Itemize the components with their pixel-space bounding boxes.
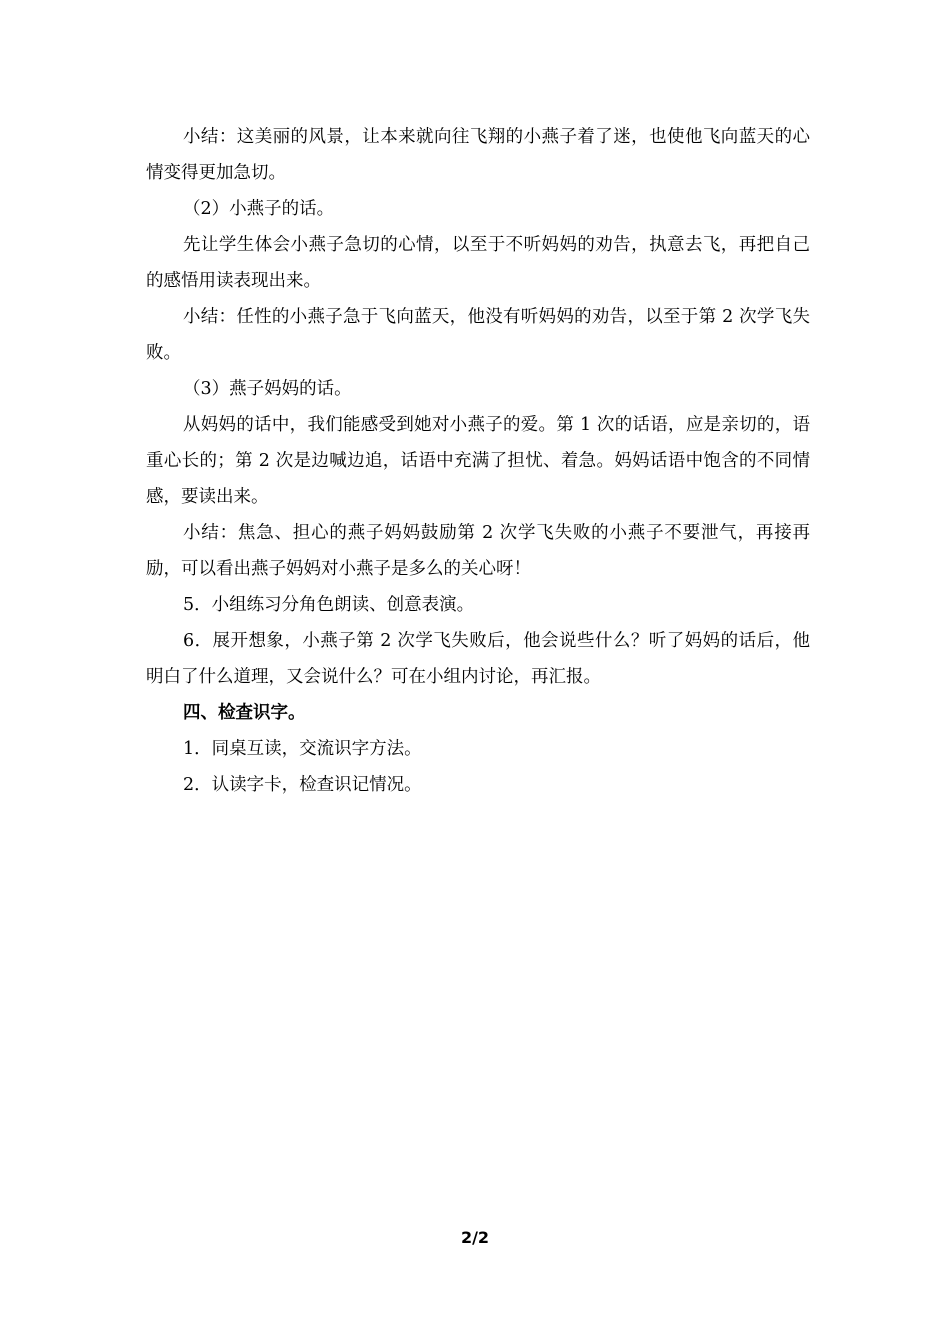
paragraph-step-6: 6．展开想象，小燕子第 2 次学飞失败后，他会说些什么？听了妈妈的话后，他明白了什么道理，又会说什么？可在小组内讨论，再汇报。	[146, 631, 810, 687]
paragraph-check-step-2: 2．认读字卡，检查识记情况。	[183, 775, 422, 795]
section-heading-check-characters: 四、检查识字。	[183, 703, 306, 723]
paragraph-subheading-mother-words: （3）燕子妈妈的话。	[183, 379, 352, 399]
paragraph-summary-scenery: 小结：这美丽的风景，让本来就向往飞翔的小燕子着了迷，也使他飞向蓝天的心情变得更加急切。	[146, 127, 810, 183]
paragraph-step-5: 5．小组练习分角色朗读、创意表演。	[183, 595, 475, 615]
paragraph-check-step-1: 1．同桌互读，交流识字方法。	[183, 739, 422, 759]
page-number: 2/2	[460, 1228, 490, 1247]
paragraph-swallow-feelings: 先让学生体会小燕子急切的心情，以至于不听妈妈的劝告，执意去飞，再把自己的感悟用读表现出来。	[146, 235, 810, 291]
paragraph-summary-mother-care: 小结：焦急、担心的燕子妈妈鼓励第 2 次学飞失败的小燕子不要泄气，再接再励，可以看出燕子妈妈对小燕子是多么的关心呀！	[146, 523, 810, 579]
paragraph-mother-love: 从妈妈的话中，我们能感受到她对小燕子的爱。第 1 次的话语，应是亲切的，语重心长的；第 2 次是边喊边追，话语中充满了担忧、着急。妈妈话语中饱含的不同情感，要读出来。	[146, 415, 810, 507]
paragraph-subheading-swallow-words: （2）小燕子的话。	[183, 199, 335, 219]
document-body	[146, 119, 810, 803]
paragraph-summary-willful-swallow: 小结：任性的小燕子急于飞向蓝天，他没有听妈妈的劝告，以至于第 2 次学飞失败。	[146, 307, 810, 363]
